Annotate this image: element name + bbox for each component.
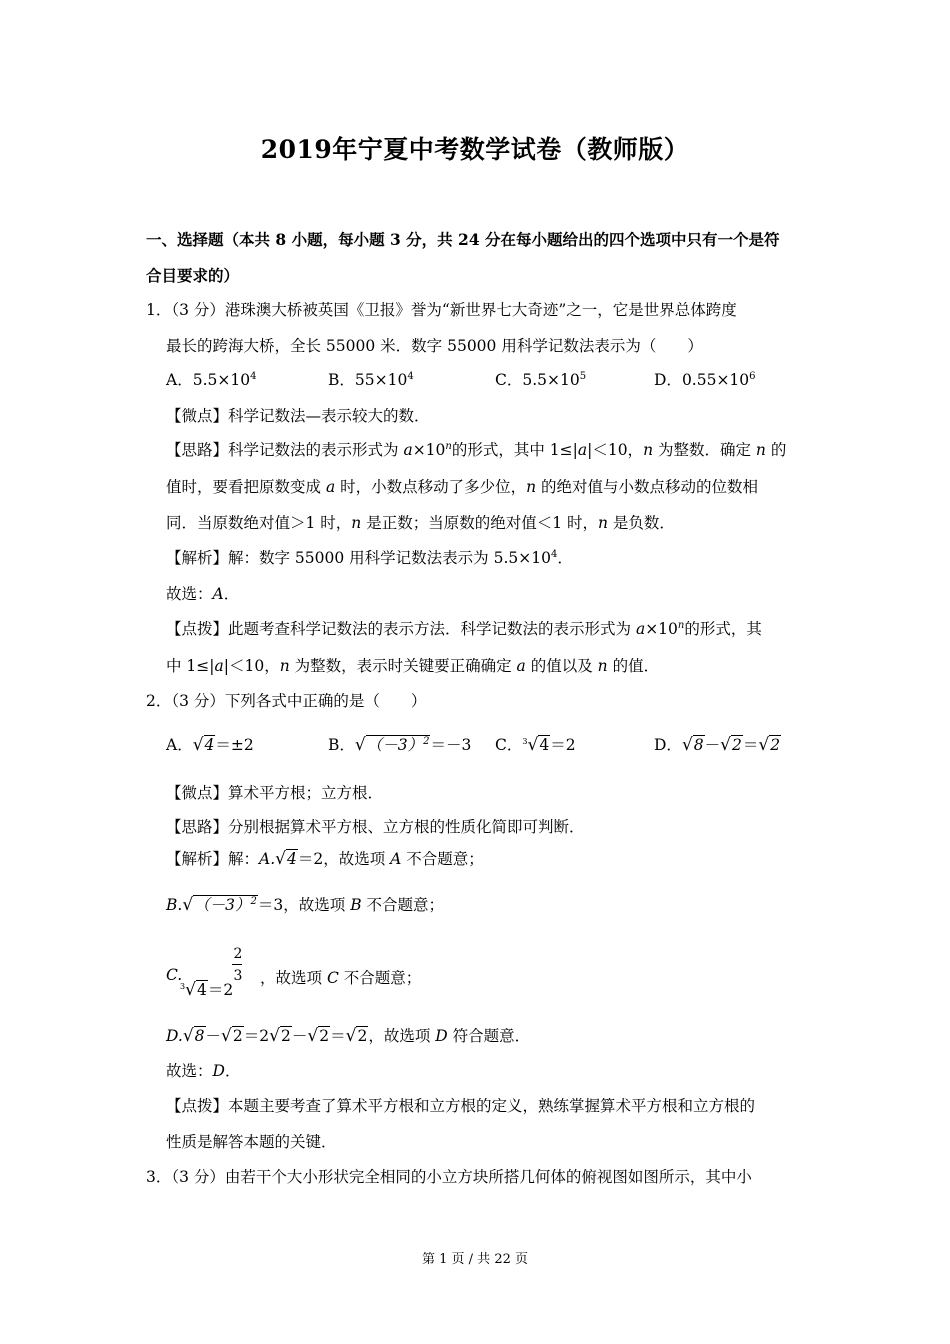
question-1-line2: 最长的跨海大桥，全长 55000 米．数字 55000 用科学记数法表示为（ ） bbox=[166, 337, 703, 355]
q2-jiexi-c: C. $^3$√4＝2 2 3 ，故选项 C 不合题意； bbox=[166, 946, 422, 1000]
q1-silu-line2: 值时，要看把原数变成 a 时，小数点移动了多少位，n 的绝对值与小数点移动的位数相 bbox=[166, 478, 759, 496]
question-text: （3 分）下列各式中正确的是（ ） bbox=[171, 692, 427, 710]
q2-jiexi-b: $B.√(-3)^2=3$，故选项 B 不合题意； bbox=[166, 895, 445, 915]
q1-silu-line3: 同．当原数绝对值＞1 时，n 是正数；当原数的绝对值＜1 时，n 是负数． bbox=[166, 514, 675, 532]
question-text: （3 分）由若干个大小形状完全相同的小立方块所搭几何体的俯视图如图所示，其中小 bbox=[171, 1168, 752, 1186]
q1-option-d: D．$0.55\times 10^6$ bbox=[654, 371, 756, 389]
q1-dianbo-line2: 中 1≤|a|＜10，n 为整数，表示时关键要正确确定 a 的值以及 n 的值． bbox=[166, 657, 660, 675]
question-1-line1 bbox=[146, 298, 737, 320]
question-text: （3 分）港珠澳大桥被英国《卫报》誉为“新世界七大奇迹”之一，它是世界总体跨度 bbox=[171, 301, 737, 319]
q1-jiexi: 【解析】解：数字 55000 用科学记数法表示为 $5.5\times 10^4$． bbox=[166, 549, 573, 567]
q2-option-a: A．√4＝±2 bbox=[166, 735, 254, 755]
question-number: 3． bbox=[146, 1168, 172, 1186]
q2-jiexi-a: 【解析】解：A.√4＝2，故选项 A 不合题意； bbox=[166, 849, 484, 869]
question-number: 2． bbox=[146, 692, 172, 710]
q1-answer: 故选：A． bbox=[166, 585, 240, 603]
q2-dianbo-line2: 性质是解答本题的关键． bbox=[166, 1133, 337, 1151]
q2-weidian: 【微点】算术平方根；立方根． bbox=[166, 784, 384, 802]
q1-option-a: A．$5.5\times 10^4$ bbox=[166, 371, 257, 389]
question-2-line1 bbox=[146, 689, 426, 711]
section-heading-line2: 合目要求的） bbox=[146, 266, 240, 285]
q1-weidian: 【微点】科学记数法—表示较大的数． bbox=[166, 407, 430, 425]
q2-option-d: D．√8－√2＝√2 bbox=[654, 735, 781, 755]
q2-answer: 故选：D． bbox=[166, 1062, 241, 1080]
q1-dianbo-line1: 【点拨】此题考查科学记数法的表示方法．科学记数法的表示形式为 $a\times 10^n$的形式，其 bbox=[166, 620, 762, 638]
page-footer: 第 1 页 / 共 22 页 bbox=[422, 1252, 528, 1267]
section-heading-line1: 一、选择题（本共 8 小题，每小题 3 分，共 24 分在每小题给出的四个选项中只有一个是符 bbox=[146, 230, 780, 249]
q2-option-b: B．$√(-3)^2=-3$ bbox=[328, 735, 472, 755]
question-number: 1． bbox=[146, 301, 172, 319]
q1-option-c: C．$5.5\times 10^5$ bbox=[495, 371, 587, 389]
q2-silu: 【思路】分别根据算术平方根、立方根的性质化简即可判断． bbox=[166, 818, 585, 836]
document-title: 2019年宁夏中考数学试卷（教师版） bbox=[260, 135, 690, 164]
q1-option-b: B．$55\times 10^4$ bbox=[328, 371, 414, 389]
q1-silu-line1: 【思路】科学记数法的表示形式为 $a\times 10^n$的形式，其中 1≤|a|＜10，n 为整数．确定 n 的 bbox=[166, 441, 787, 459]
question-3-line1 bbox=[146, 1165, 752, 1187]
q2-dianbo-line1: 【点拨】本题主要考查了算术平方根和立方根的定义，熟练掌握算术平方根和立方根的 bbox=[166, 1097, 756, 1115]
q2-jiexi-d: D.√8－√2＝2√2－√2＝√2，故选项 D 符合题意． bbox=[166, 1026, 531, 1046]
q2-option-c: C．$^3$√4＝2 bbox=[495, 735, 576, 755]
